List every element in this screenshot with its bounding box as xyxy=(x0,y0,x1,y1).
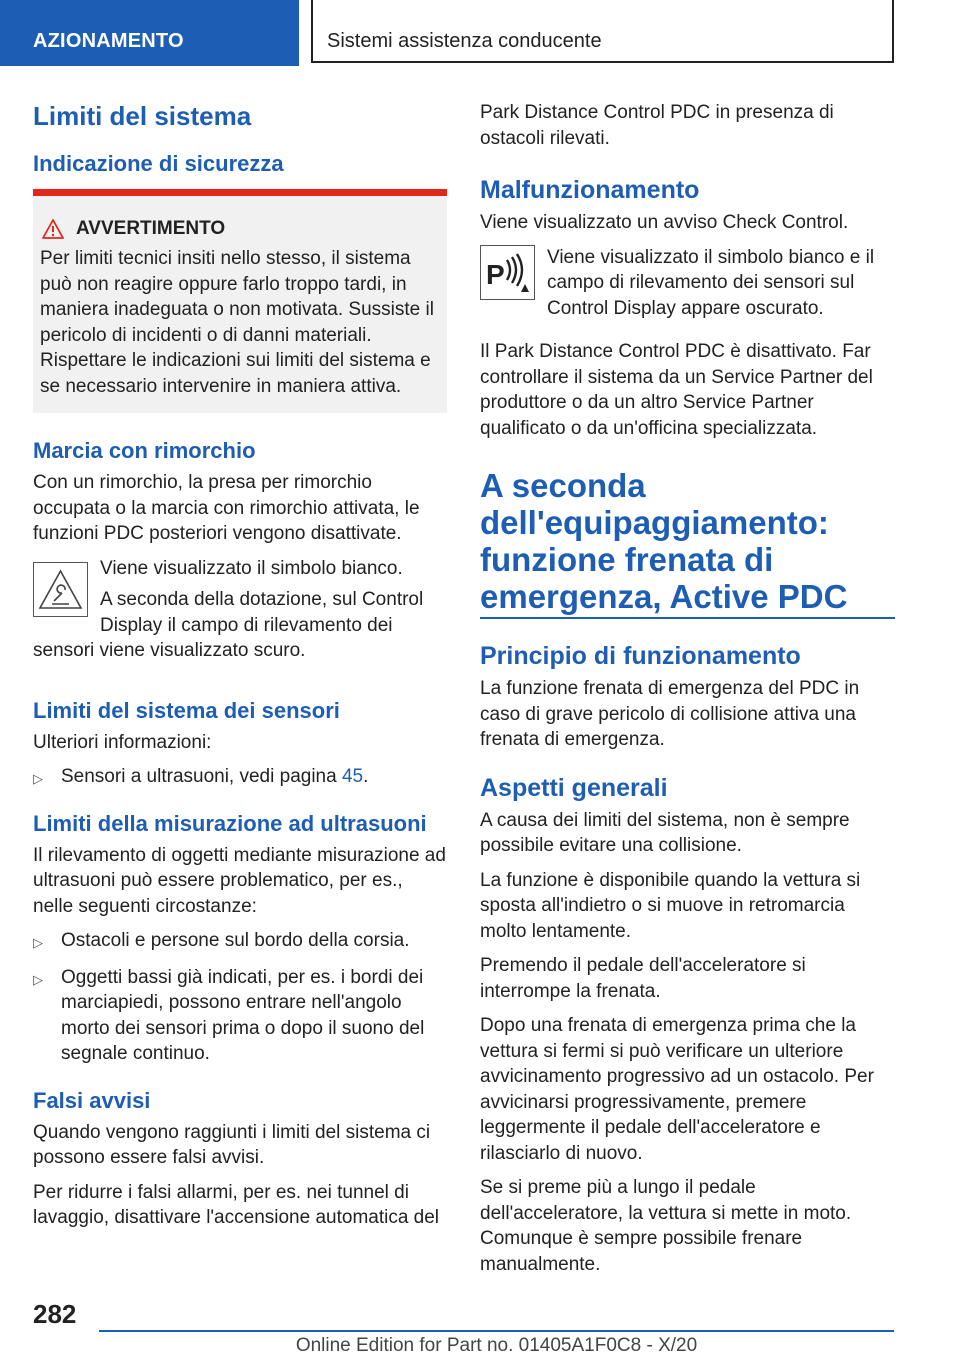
ultrasonic-text: Il rilevamento di oggetti mediante misurazione ad ultrasuoni può essere problematico, per es., nelle seguenti circostanze: xyxy=(33,844,446,917)
list-item-text: Oggetti bassi già indicati, per es. i bordi dei marciapiedi, possono entrare nell'angolo morto dei sensori prima o dopo il suono del segnale continuo. xyxy=(61,966,425,1064)
warning-triangle-icon xyxy=(42,219,64,239)
heading-sensor-limits: Limiti del sistema dei sensori xyxy=(33,697,340,723)
page-link[interactable]: 45 xyxy=(341,766,364,787)
park-distance-control-icon xyxy=(480,245,535,300)
warning-box xyxy=(33,189,447,413)
left-column xyxy=(33,100,447,1240)
bullet-triangle-icon: ▷ xyxy=(33,971,43,987)
heading-false-alarms: Falsi avvisi xyxy=(33,1087,151,1113)
trailer-icon-block xyxy=(33,556,447,673)
sensor-text: Ulteriori informazioni: xyxy=(33,731,212,753)
malfunction-icon-text: Viene visualizzato il simbolo bianco e il campo di rilevamento dei sensori sul Control Display appare oscurato. xyxy=(547,246,875,319)
right-column xyxy=(480,100,895,1286)
pdc-icon-block xyxy=(480,245,895,331)
heading-main: A seconda dell'equipaggiamento: funzione frenata di emergenza, Active PDC xyxy=(480,467,848,615)
heading-malfunction: Malfunzionamento xyxy=(480,176,700,204)
heading-safety: Indicazione di sicurezza xyxy=(33,151,284,176)
list-item xyxy=(33,764,447,792)
heading-rule xyxy=(480,617,895,619)
general-text: A causa dei limiti del sistema, non è sempre possibile evitare una collisione. xyxy=(480,809,850,856)
continued-text: Park Distance Control PDC in presenza di ostacoli rilevati. xyxy=(480,102,834,149)
chapter-label: Sistemi assistenza conducente xyxy=(327,30,602,52)
svg-text:P: P xyxy=(486,258,505,290)
list-item xyxy=(33,965,447,1067)
warning-text: Per limiti tecnici insiti nello stesso, il sistema può non reagire oppure farlo troppo tardi, in maniera inadeguata o non motivata. Sussiste il pericolo di incidenti o di danni materiali. Rispettare le indicazioni sui limiti del sistema e se necessario intervenire in maniera attiva. xyxy=(40,248,434,397)
bullet-triangle-icon: ▷ xyxy=(33,771,43,786)
list-item-text xyxy=(61,764,368,792)
sensor-bullet-text: Sensori a ultrasuoni, vedi pagina xyxy=(61,766,342,787)
section-tab xyxy=(0,0,299,66)
general-text: La funzione è disponibile quando la vettura si sposta all'indietro o si muove in retromarcia molto lentamente. xyxy=(480,869,861,942)
trailer-icon-text1: Viene visualizzato il simbolo bianco. xyxy=(100,557,403,579)
general-text: Premendo il pedale dell'acceleratore si interrompe la frenata. xyxy=(480,955,806,1002)
section-label: AZIONAMENTO xyxy=(33,30,184,52)
list-item xyxy=(33,928,447,956)
trailer-hitch-icon xyxy=(33,562,88,617)
warning-title-text: AVVERTIMENTO xyxy=(76,218,226,239)
false-alarms-text1: Quando vengono raggiunti i limiti del sistema ci possono essere falsi avvisi. xyxy=(33,1121,431,1168)
footer-rule xyxy=(99,1330,894,1332)
false-alarms-text2: Per ridurre i falsi allarmi, per es. nei tunnel di lavaggio, disattivare l'accensione automatica del xyxy=(33,1181,440,1228)
malfunction-text2: Il Park Distance Control PDC è disattivato. Far controllare il sistema da un Service Partner del produttore o da un altro Service Partner qualificato o da un'officina specializzata. xyxy=(480,341,873,439)
heading-principle: Principio di funzionamento xyxy=(480,642,801,670)
trailer-icon-text2: A seconda della dotazione, sul Control Display il campo di rilevamento dei sensori viene visualizzato scuro. xyxy=(33,589,424,661)
page-number: 282 xyxy=(33,1299,77,1329)
trailer-text: Con un rimorchio, la presa per rimorchio occupata o la marcia con rimorchio attivata, le funzioni PDC posteriori vengono disattivate. xyxy=(33,472,420,544)
principle-text: La funzione frenata di emergenza del PDC in caso di grave pericolo di collisione attiva una frenata di emergenza. xyxy=(480,678,860,750)
general-text: Se si preme più a lungo il pedale dell'acceleratore, la vettura si mette in moto. Comunque è sempre possibile frenare manualmente. xyxy=(480,1177,852,1275)
heading-ultrasonic: Limiti della misurazione ad ultrasuoni xyxy=(33,810,427,836)
chapter-tab xyxy=(311,0,894,63)
bullet-triangle-icon: ▷ xyxy=(33,935,43,950)
heading-trailer: Marcia con rimorchio xyxy=(33,438,256,463)
malfunction-text: Viene visualizzato un avviso Check Control. xyxy=(480,212,849,233)
sensor-bullet-suffix: . xyxy=(363,766,369,787)
footer-edition: Online Edition for Part no. 01405A1F0C8 - X/20 xyxy=(295,1335,698,1356)
heading-general: Aspetti generali xyxy=(480,773,668,802)
warning-title xyxy=(40,218,439,240)
list-item-text: Ostacoli e persone sul bordo della corsia. xyxy=(61,930,410,951)
heading-limits: Limiti del sistema xyxy=(33,101,252,131)
general-text: Dopo una frenata di emergenza prima che la vettura si fermi si può verificare un ulteriore avvicinamento progressivo ad un ostacolo. Per avvicinarsi progressivamente, premere leggermente il pedale dell'acceleratore e rilasciarlo di nuovo. xyxy=(480,1015,874,1164)
